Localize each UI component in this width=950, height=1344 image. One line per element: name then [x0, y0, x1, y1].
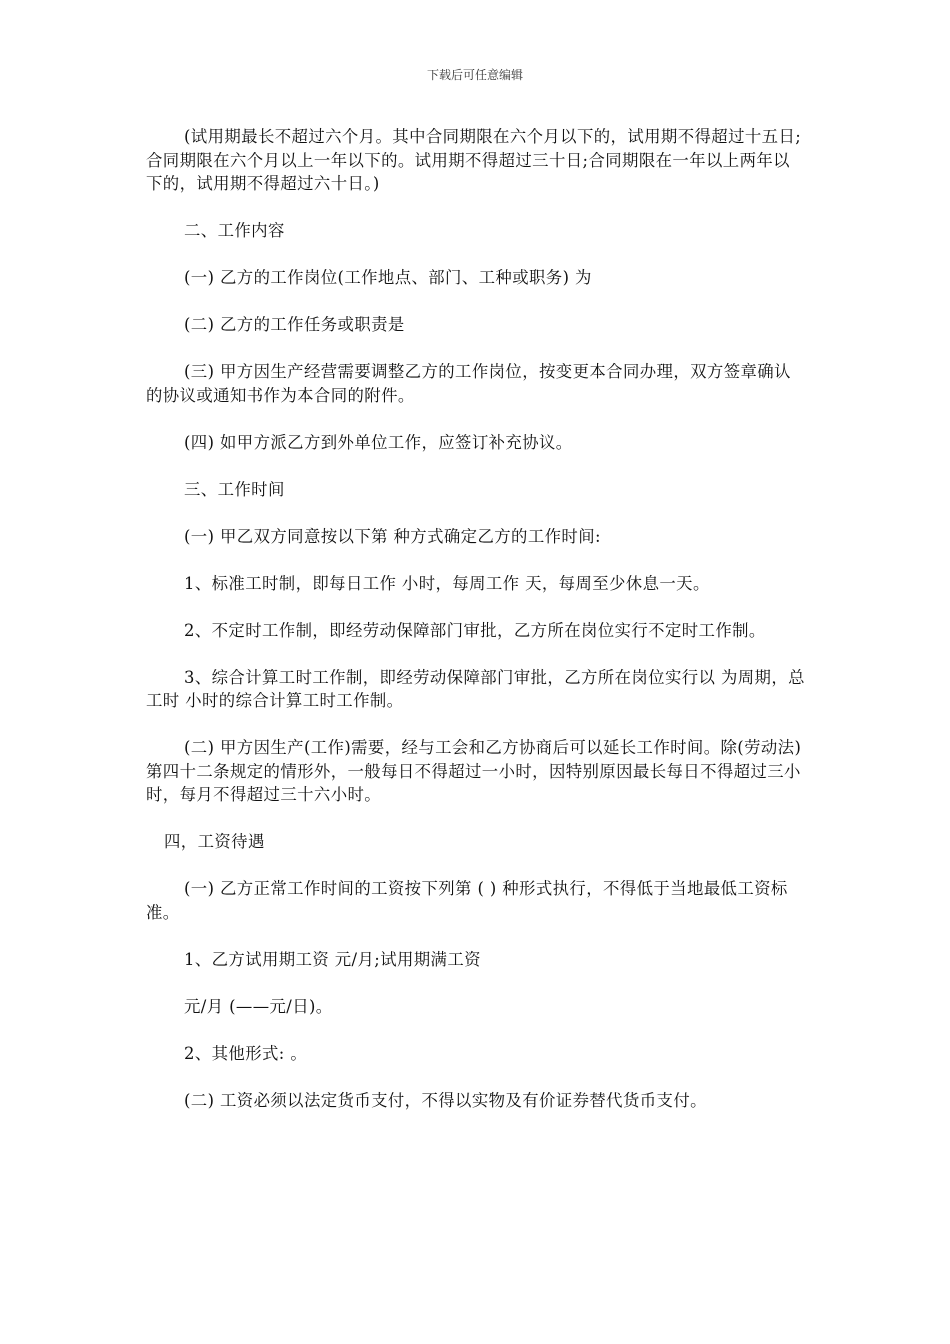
paragraph-other-forms: 2、其他形式: 。	[184, 1043, 308, 1063]
paragraph-probation-wage: 1、乙方试用期工资 元/月;试用期满工资	[184, 949, 481, 969]
paragraph-standard-hours: 1、标准工时制，即每日工作 小时，每周工作 天，每周至少休息一天。	[184, 573, 710, 593]
page-header: 下载后可任意编辑	[426, 68, 523, 82]
paragraph-external-assignment: (四) 如甲方派乙方到外单位工作，应签订补充协议。	[184, 432, 573, 452]
paragraph-overtime: (二) 甲方因生产(工作)需要，经与工会和乙方协商后可以延长工作时间。除(劳动法)第四十二条规定的情形外，一般每日不得超过一小时，因特别原因最长每日不得超过三小时，每月不得超过三十六小时。	[146, 738, 802, 804]
paragraph-work-duties: (二) 乙方的工作任务或职责是	[184, 315, 405, 334]
paragraph-legal-currency: (二) 工资必须以法定货币支付，不得以实物及有价证券替代货币支付。	[184, 1090, 707, 1110]
section-heading-work-content: 二、工作内容	[184, 221, 285, 240]
section-heading-wages: 四，工资待遇	[164, 832, 265, 851]
paragraph-position-change: (三) 甲方因生产经营需要调整乙方的工作岗位，按变更本合同办理，双方签章确认的协议或通知书作为本合同的附件。	[146, 362, 791, 405]
paragraph-wage-per-day: 元/月 (——元/日)。	[184, 996, 333, 1016]
paragraph-comprehensive-hours: 3、综合计算工时工作制，即经劳动保障部门审批，乙方所在岗位实行以 为周期，总工时 小时的综合计算工时工作制。	[146, 667, 805, 710]
paragraph-hours-method: (一) 甲乙双方同意按以下第 种方式确定乙方的工作时间:	[184, 526, 601, 546]
paragraph-wage-form: (一) 乙方正常工作时间的工资按下列第 ( ) 种形式执行，不得低于当地最低工资标准。	[146, 879, 788, 922]
paragraph-flexible-hours: 2、不定时工作制，即经劳动保障部门审批，乙方所在岗位实行不定时工作制。	[184, 620, 766, 640]
paragraph-work-position: (一) 乙方的工作岗位(工作地点、部门、工种或职务) 为	[184, 268, 592, 287]
document-body	[146, 125, 806, 1136]
section-heading-work-hours: 三、工作时间	[184, 479, 285, 499]
paragraph-probation-limits: (试用期最长不超过六个月。其中合同期限在六个月以下的，试用期不得超过十五日;合同期限在六个月以上一年以下的。试用期不得超过三十日;合同期限在一年以上两年以下的，试用期不得超过六十日。)	[146, 127, 802, 193]
